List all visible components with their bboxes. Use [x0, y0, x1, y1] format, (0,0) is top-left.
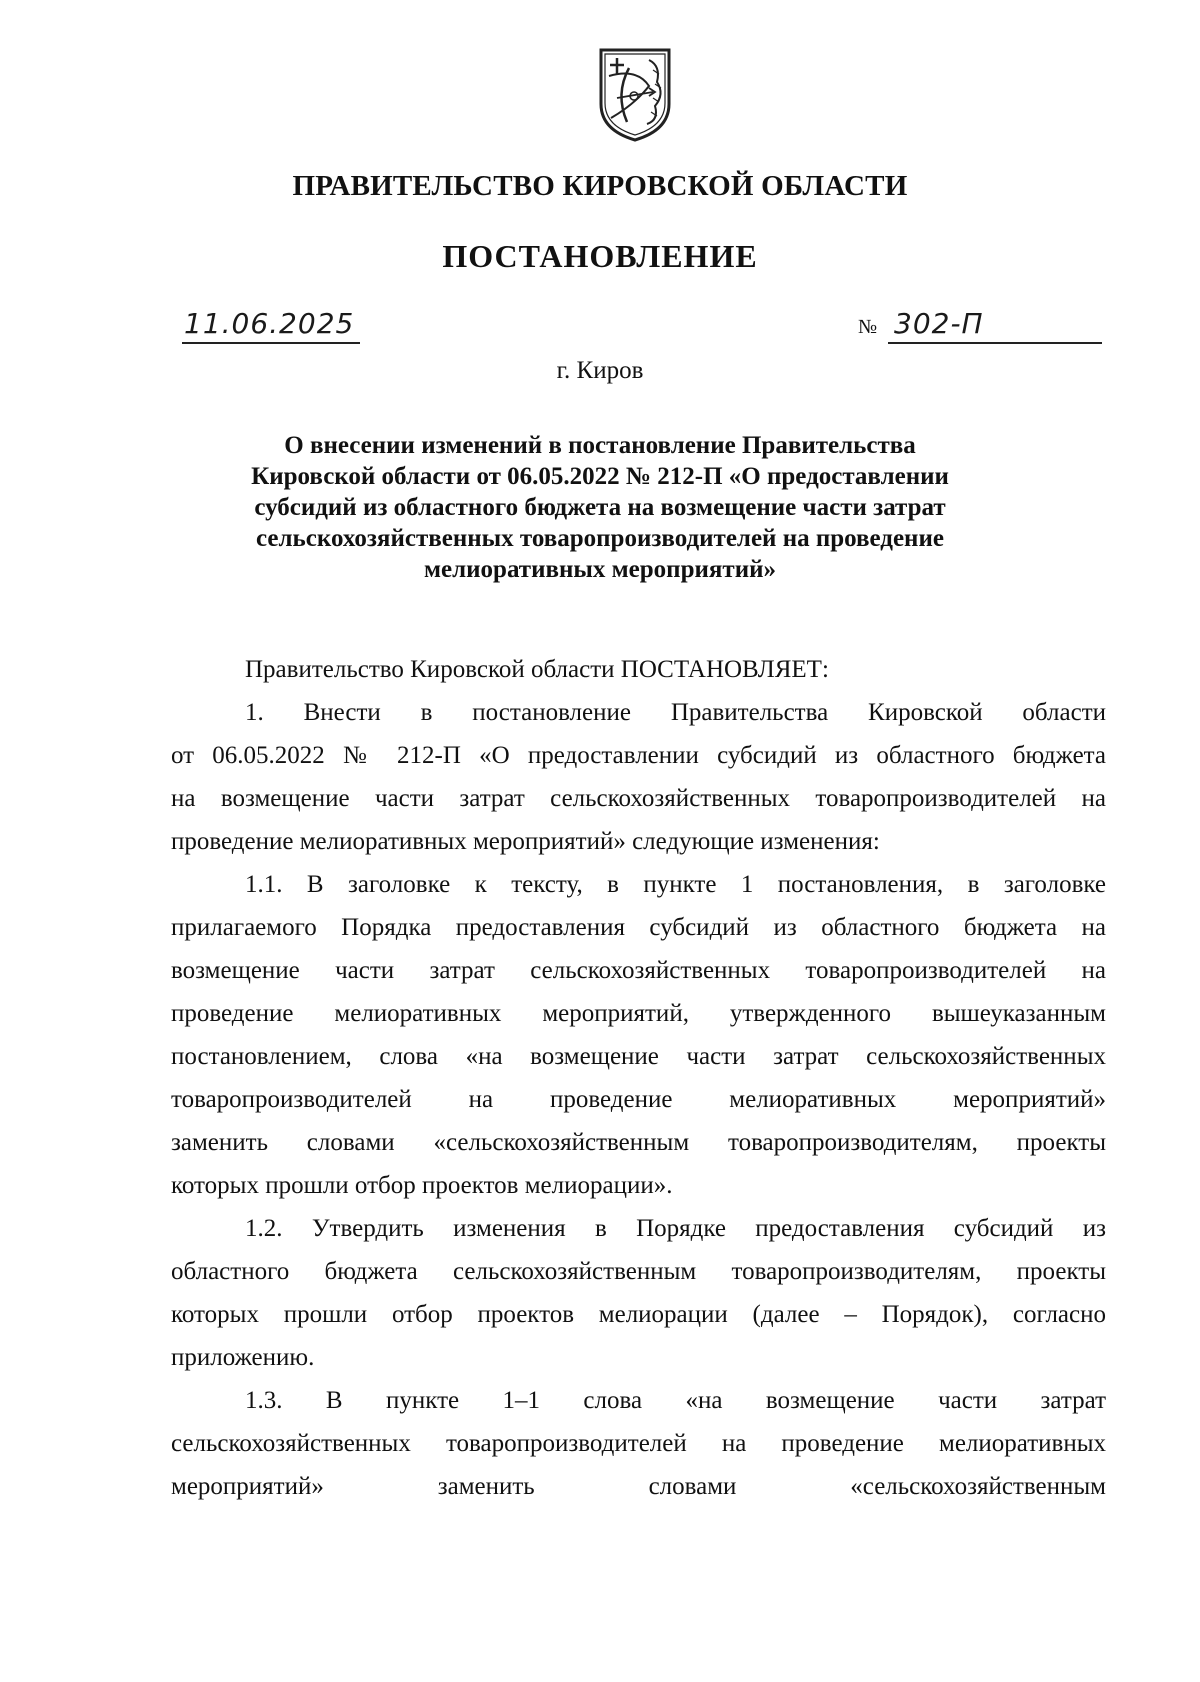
body-line: на возмещение части затрат сельскохозяйственных товаропроизводителей на [171, 785, 1106, 812]
body-line: заменить словами «сельскохозяйственным товаропроизводителям, проекты [171, 1129, 1106, 1156]
body-line: постановлением, слова «на возмещение части затрат сельскохозяйственных [171, 1043, 1106, 1070]
kirov-coat-of-arms-icon [597, 46, 673, 142]
number-value: 302-П [894, 307, 984, 340]
body-line: которых прошли отбор проектов мелиорации (далее – Порядок), согласно [171, 1301, 1106, 1328]
body-line: мероприятий» заменить словами «сельскохозяйственным [171, 1473, 1106, 1500]
body-line: проведение мелиоративных мероприятий» следующие изменения: [171, 828, 880, 855]
body-line: возмещение части затрат сельскохозяйственных товаропроизводителей на [171, 957, 1106, 984]
document-type: ПОСТАНОВЛЕНИЕ [442, 238, 758, 274]
date-value: 11.06.2025 [184, 307, 355, 340]
number-field [888, 306, 1102, 344]
body-line: 1.1. В заголовке к тексту, в пункте 1 постановления, в заголовке [245, 871, 1106, 898]
date-field [182, 306, 360, 344]
number-sign: № [858, 316, 878, 338]
title-line: Кировской области от 06.05.2022 № 212-П «О предоставлении [251, 463, 949, 490]
title-line: сельскохозяйственных товаропроизводителей на проведение [256, 525, 944, 552]
body-line: от 06.05.2022 № 212-П «О предоставлении субсидий из областного бюджета [171, 742, 1106, 769]
body-line: прилагаемого Порядка предоставления субсидий из областного бюджета на [171, 914, 1106, 941]
body-line: 1. Внести в постановление Правительства Кировской области [245, 699, 1106, 726]
body-line: 1.3. В пункте 1–1 слова «на возмещение части затрат [245, 1387, 1106, 1414]
title-line: субсидий из областного бюджета на возмещение части затрат [254, 494, 946, 521]
government-name: ПРАВИТЕЛЬСТВО КИРОВСКОЙ ОБЛАСТИ [292, 170, 908, 202]
body-line: 1.2. Утвердить изменения в Порядке предоставления субсидий из [245, 1215, 1106, 1242]
body-line: товаропроизводителей на проведение мелиоративных мероприятий» [171, 1086, 1106, 1113]
body-line: приложению. [171, 1344, 315, 1371]
document-title [240, 430, 960, 585]
body-line: областного бюджета сельскохозяйственным товаропроизводителям, проекты [171, 1258, 1106, 1285]
title-line: О внесении изменений в постановление Правительства [284, 432, 916, 459]
body-line: которых прошли отбор проектов мелиорации». [171, 1172, 673, 1199]
city: г. Киров [556, 357, 644, 384]
body-line: Правительство Кировской области ПОСТАНОВЛЯЕТ: [245, 656, 829, 683]
title-line: мелиоративных мероприятий» [423, 556, 777, 583]
body-line: проведение мелиоративных мероприятий, утвержденного вышеуказанным [171, 1000, 1106, 1027]
document-body [171, 648, 1106, 1508]
body-line: сельскохозяйственных товаропроизводителей на проведение мелиоративных [171, 1430, 1106, 1457]
